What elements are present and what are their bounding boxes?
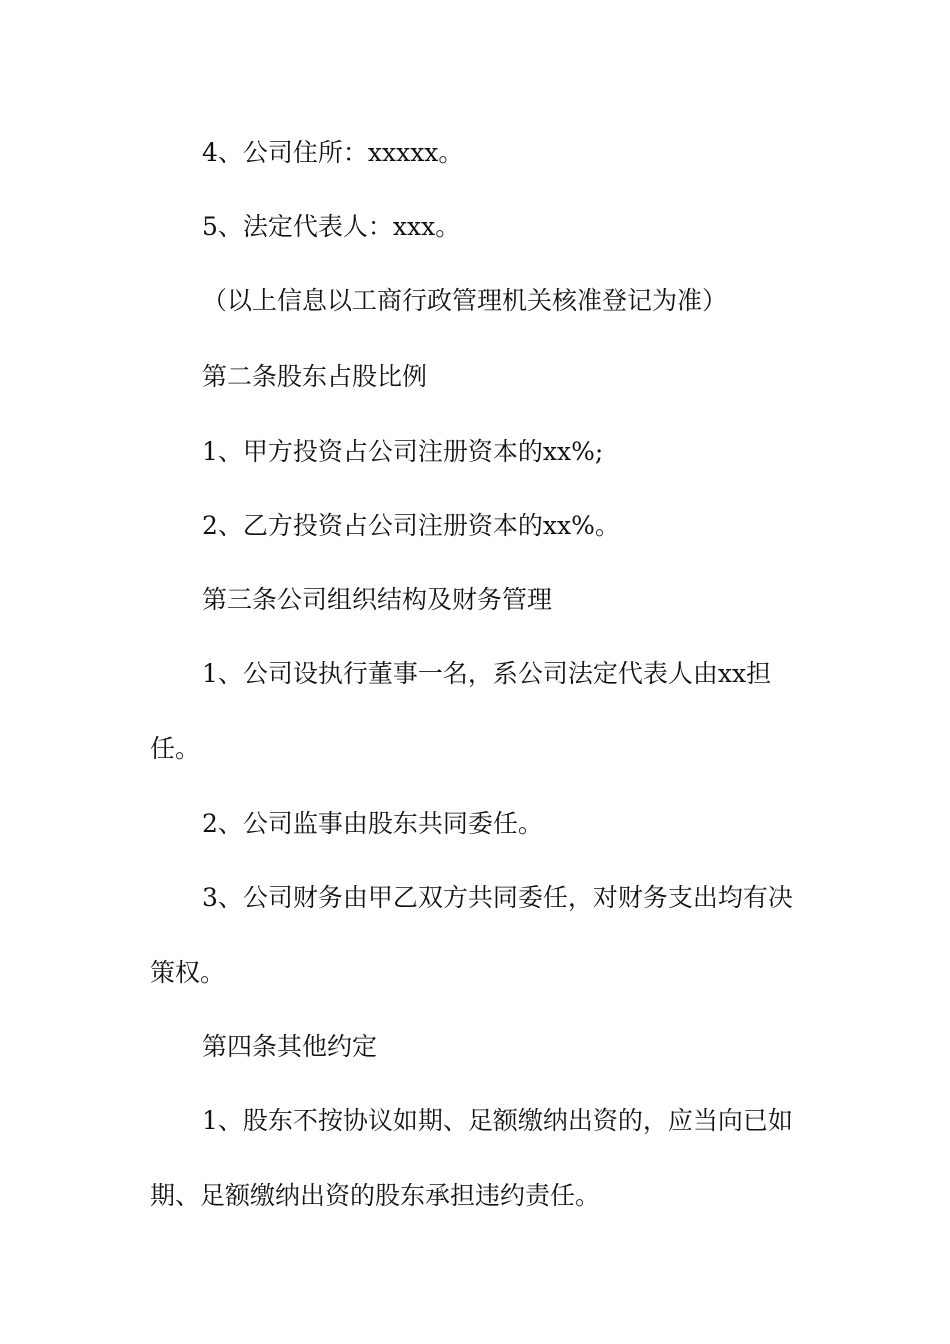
paragraph-supervisor: 2、公司监事由股东共同委任。	[202, 809, 543, 838]
paragraph-party-b-share: 2、乙方投资占公司注册资本的xx%。	[202, 511, 620, 540]
paragraph-executive-director-continued: 任。	[150, 734, 201, 763]
paragraph-finance: 3、公司财务由甲乙双方共同委任，对财务支出均有决	[202, 883, 793, 912]
paragraph-breach-liability: 1、股东不按协议如期、足额缴纳出资的，应当向已如	[202, 1106, 793, 1135]
paragraph-executive-director: 1、公司设执行董事一名，系公司法定代表人由xx担	[202, 659, 772, 688]
section-heading-article-4: 第四条其他约定	[202, 1032, 378, 1061]
paragraph-registration-note: （以上信息以工商行政管理机关核准登记为准）	[202, 286, 728, 315]
paragraph-company-address: 4、公司住所：xxxxx。	[202, 138, 464, 167]
paragraph-finance-continued: 策权。	[150, 958, 226, 987]
paragraph-breach-liability-continued: 期、足额缴纳出资的股东承担违约责任。	[150, 1181, 601, 1210]
paragraph-legal-representative: 5、法定代表人：xxx。	[202, 212, 461, 241]
paragraph-party-a-share: 1、甲方投资占公司注册资本的xx%;	[202, 437, 604, 466]
section-heading-article-3: 第三条公司组织结构及财务管理	[202, 585, 553, 614]
section-heading-article-2: 第二条股东占股比例	[202, 362, 428, 391]
